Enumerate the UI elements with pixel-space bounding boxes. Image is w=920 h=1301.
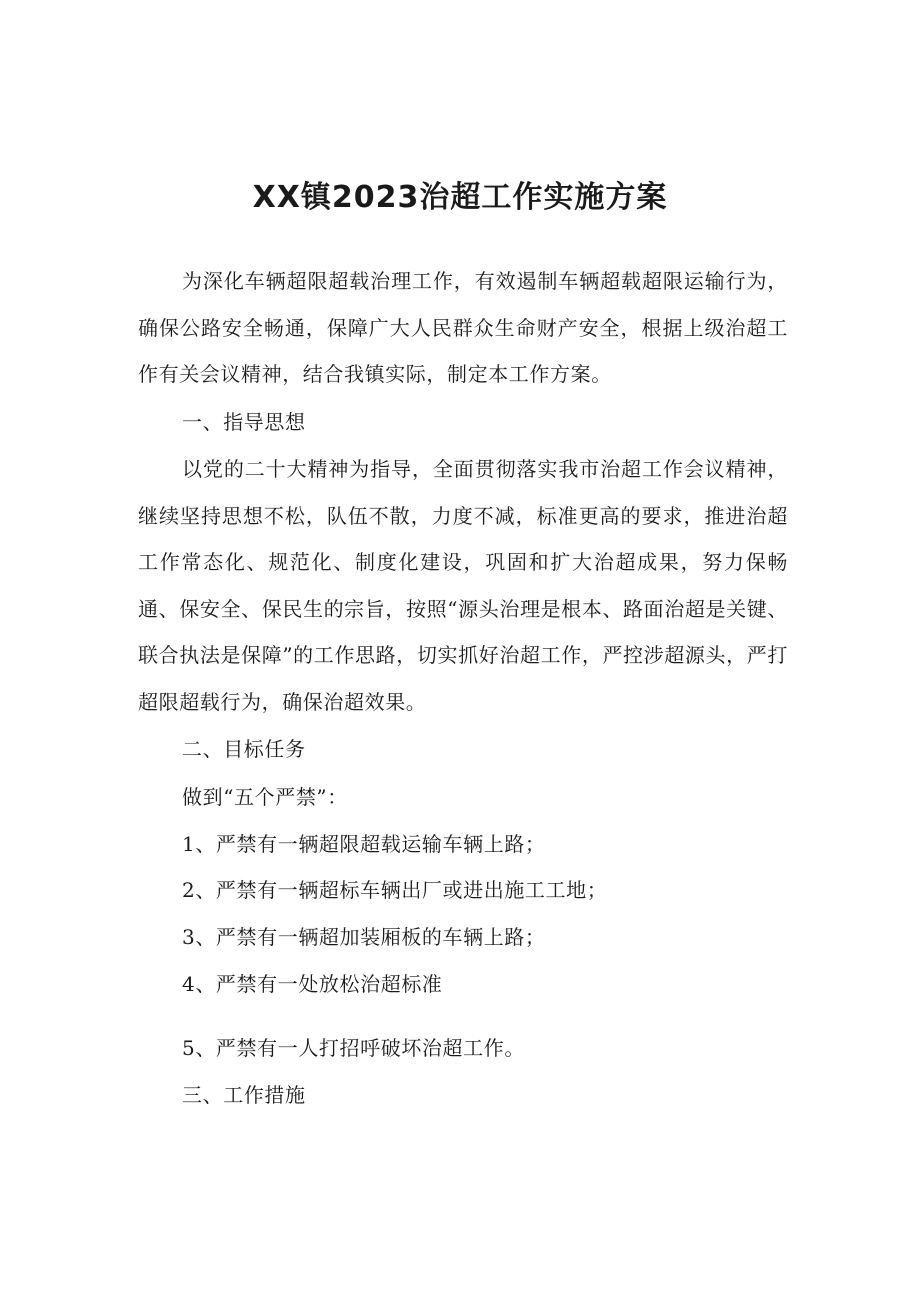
intro-paragraph: 为深化车辆超限超载治理工作，有效遏制车辆超载超限运输行为，确保公路安全畅通，保障广大人民群众生命财产安全，根据上级治超工作有关会议精神，结合我镇实际，制定本工作方案。 xyxy=(138,269,788,386)
section-heading-measures: 三、工作措施 xyxy=(182,1083,306,1107)
section-heading-guiding-thought: 一、指导思想 xyxy=(182,410,306,434)
document-title: XX镇2023治超工作实施方案 xyxy=(252,180,668,215)
list-item: 2、严禁有一辆超标车辆出厂或进出施工工地； xyxy=(182,878,608,902)
section-heading-goals: 二、目标任务 xyxy=(182,737,306,761)
goals-lead-text: 做到“五个严禁”： xyxy=(182,785,348,809)
list-item: 5、严禁有一人打招呼破坏治超工作。 xyxy=(182,1036,525,1060)
guiding-thought-paragraph: 以党的二十大精神为指导，全面贯彻落实我市治超工作会议精神，继续坚持思想不松，队伍不散，力度不减，标准更高的要求，推进治超工作常态化、规范化、制度化建设，巩固和扩大治超成果，努力保畅通、保安全、保民生的宗旨，按照“源头治理是根本、路面治超是关键、联合执法是保障”的工作思路，切实抓好治超工作，严控涉超源头，严打超限超载行为，确保治超效果。 xyxy=(138,457,788,714)
list-item: 3、严禁有一辆超加装厢板的车辆上路； xyxy=(182,925,546,949)
list-item: 1、严禁有一辆超限超载运输车辆上路； xyxy=(182,832,546,856)
list-item: 4、严禁有一处放松治超标准 xyxy=(182,972,443,996)
